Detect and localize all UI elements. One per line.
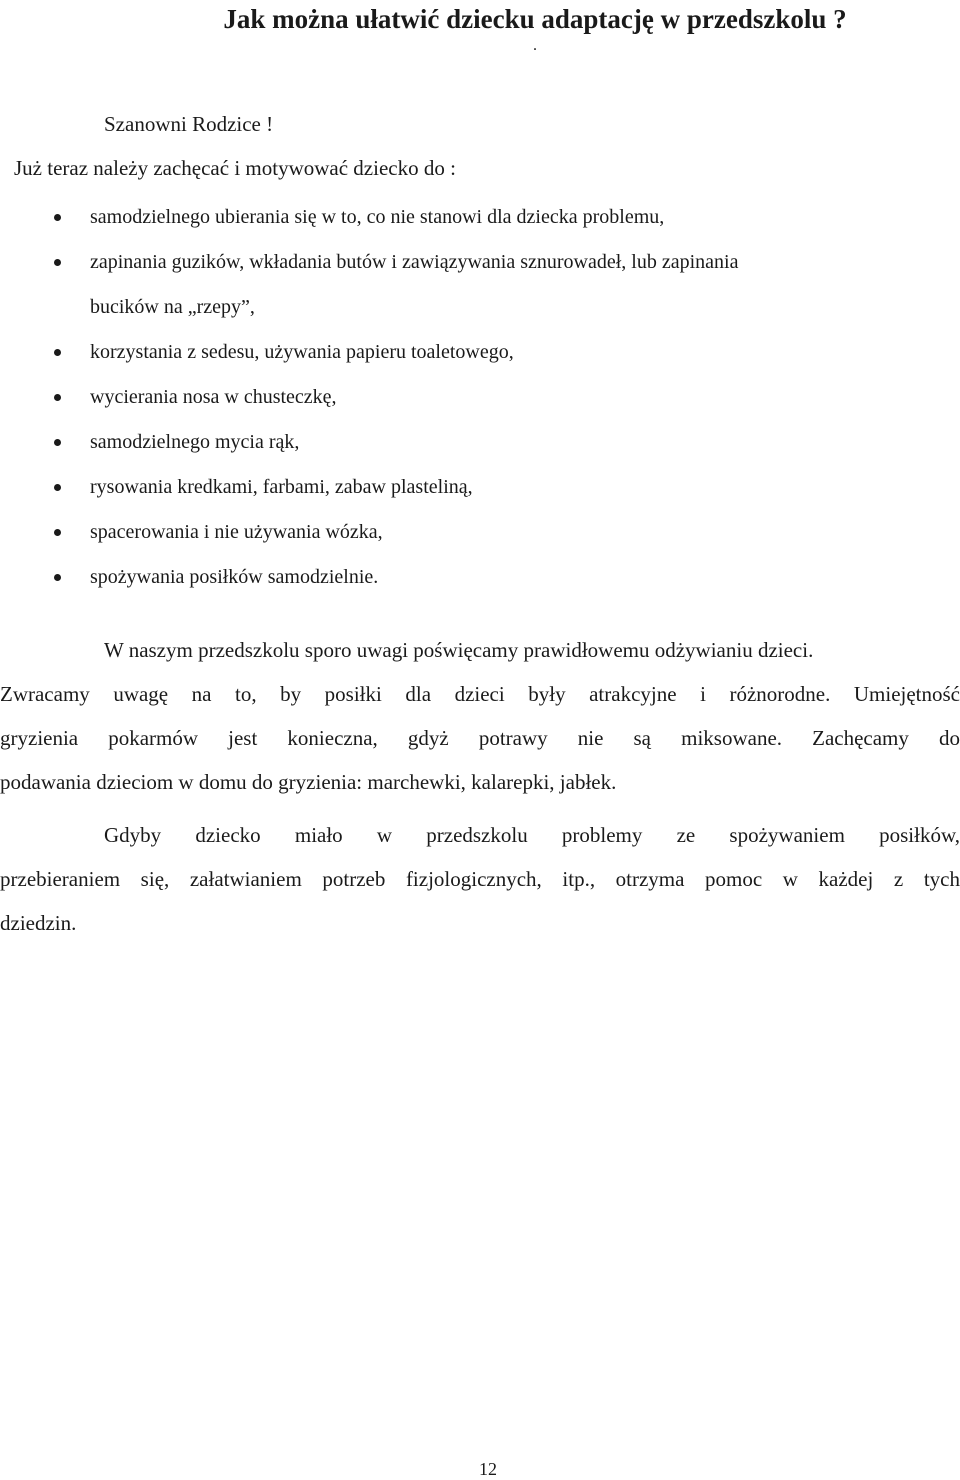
title-dot: . (533, 37, 537, 54)
list-item-text: bucików na „rzepy”, (90, 296, 255, 318)
paragraph-line: W naszym przedszkolu sporo uwagi poświęcamy prawidłowemu odżywianiu dzieci. (104, 638, 814, 662)
list-item (0, 510, 960, 555)
help-paragraph (0, 813, 960, 945)
bullet-icon (54, 214, 61, 221)
list-item-text: samodzielnego mycia rąk, (90, 431, 300, 453)
bullet-icon (54, 349, 61, 356)
list-item (0, 555, 960, 600)
paragraph-line: przebieraniem się, załatwianiem potrzeb fizjologicznych, itp., otrzyma pomoc w każdej z tych (0, 867, 960, 891)
list-item (0, 330, 960, 375)
bullet-icon (54, 529, 61, 536)
nutrition-paragraph (0, 628, 960, 804)
list-item-text: spacerowania i nie używania wózka, (90, 521, 383, 543)
paragraph-line: podawania dzieciom w domu do gryzienia: marchewki, kalarepki, jabłek. (0, 770, 617, 794)
page-number: 12 (479, 1459, 497, 1479)
document-title: Jak można ułatwić dziecku adaptację w przedszkolu ? (223, 4, 847, 34)
list-item (0, 375, 960, 420)
paragraph-line: gryzienia pokarmów jest konieczna, gdyż potrawy nie są miksowane. Zachęcamy do (0, 726, 960, 750)
bullet-icon (54, 484, 61, 491)
list-item-continuation (0, 285, 960, 330)
intro-text: Już teraz należy zachęcać i motywować dziecko do : (14, 156, 456, 180)
list-item-text: zapinania guzików, wkładania butów i zawiązywania sznurowadeł, lub zapinania (90, 251, 739, 273)
bullet-icon (54, 394, 61, 401)
list-item (0, 195, 960, 240)
list-item (0, 420, 960, 465)
greeting: Szanowni Rodzice ! (104, 112, 274, 136)
skills-list (0, 195, 960, 600)
paragraph-line: Gdyby dziecko miało w przedszkolu problemy ze spożywaniem posiłków, (104, 823, 960, 847)
paragraph-line: Zwracamy uwagę na to, by posiłki dla dzieci były atrakcyjne i różnorodne. Umiejętność (0, 682, 960, 706)
paragraph-line: dziedzin. (0, 911, 77, 935)
bullet-icon (54, 574, 61, 581)
list-item (0, 240, 960, 285)
list-item-text: wycierania nosa w chusteczkę, (90, 386, 337, 408)
list-item-text: samodzielnego ubierania się w to, co nie stanowi dla dziecka problemu, (90, 206, 665, 228)
list-item (0, 465, 960, 510)
list-item-text: spożywania posiłków samodzielnie. (90, 566, 379, 588)
bullet-icon (54, 439, 61, 446)
list-item-text: korzystania z sedesu, używania papieru toaletowego, (90, 341, 514, 363)
list-item-text: rysowania kredkami, farbami, zabaw plasteliną, (90, 476, 473, 498)
bullet-icon (54, 259, 61, 266)
